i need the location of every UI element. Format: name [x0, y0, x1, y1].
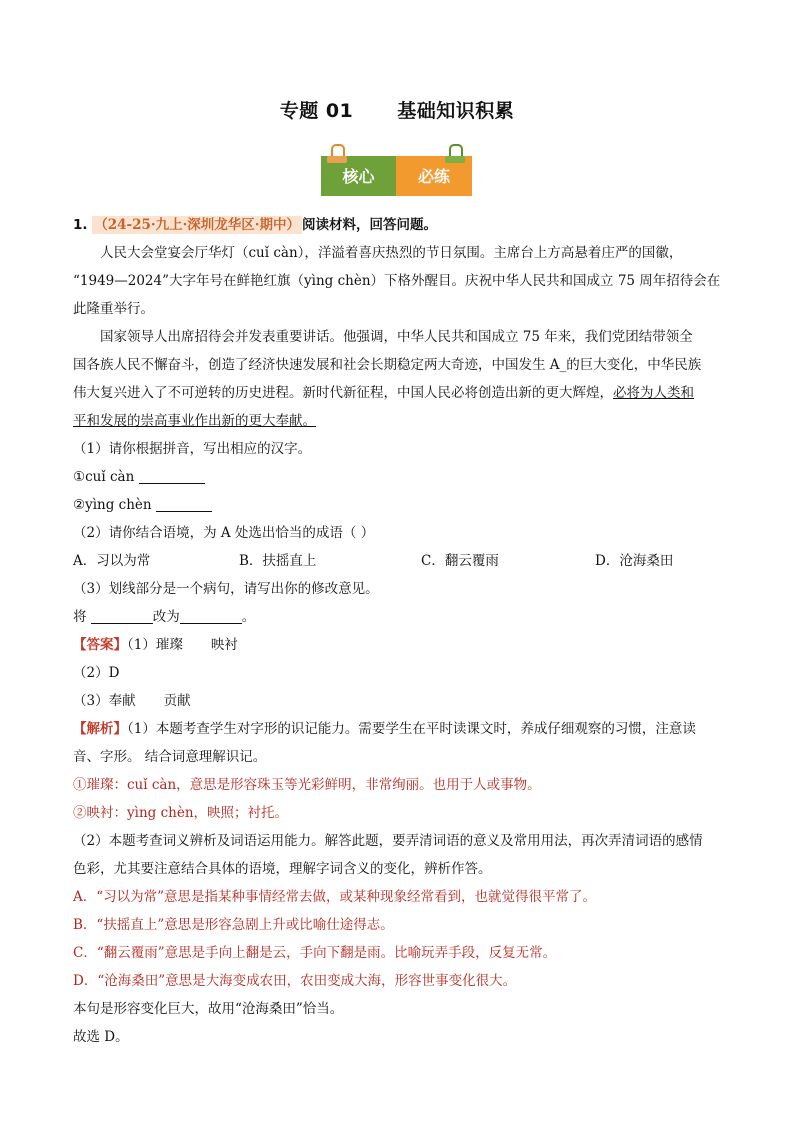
underlined-sentence: 平和发展的崇高事业作出新的更大奉献。 [73, 413, 316, 429]
analysis-line: ②映衬：yìng chèn，映照；衬托。 [73, 805, 289, 821]
badge-practice-label: 必练 [396, 156, 472, 196]
analysis-line: （2）本题考查词义辨析及词语运用能力。解答此题，要弄清词语的意义及常用用法，再次弄清词语的感情 [73, 833, 703, 849]
answer-text: 贡献 [163, 693, 191, 709]
analysis-line: 色彩，尤其要注意结合具体的语境，理解字词含义的变化，辨析作答。 [73, 861, 492, 877]
answer-line-1 [73, 631, 723, 659]
fill-prefix: 将 [73, 609, 87, 625]
pinyin-prompt: ①cuǐ càn [73, 469, 135, 485]
analysis-line: 音、字形。 结合词意理解识记。 [73, 749, 267, 765]
analysis-line: 故选 D。 [73, 1029, 129, 1045]
analysis-text: （1）本题考查学生对字形的识记能力。需要学生在平时读课文时，养成仔细观察的习惯，注意读 [127, 721, 696, 737]
sub-question-3-fill [73, 603, 723, 631]
pinyin-prompt: ②yìng chèn [73, 497, 152, 513]
passage-line: 此隆重举行。 [73, 301, 154, 317]
source-tag: （24-25·九上·深圳龙华区·期中） [94, 217, 301, 233]
fill-suffix: 。 [241, 609, 256, 625]
passage-line [73, 407, 723, 435]
option-b: B．扶摇直上 [239, 553, 317, 569]
passage-text: 伟大复兴进入了不可逆转的历史进程。新时代新征程，中国人民必将创造出新的更大辉煌， [73, 385, 613, 401]
answer-blank [180, 607, 242, 624]
title-topic-number: 专题 01 [279, 100, 354, 122]
option-a: A．习以为常 [73, 553, 151, 569]
answer-blank [156, 495, 212, 512]
option-d: D．沧海桑田 [595, 553, 674, 569]
sub-question-1: （1）请你根据拼音，写出相应的汉字。 [73, 441, 312, 457]
answer-text: 映衬 [210, 637, 238, 653]
passage-line: 人民大会堂宴会厅华灯（cuǐ càn），洋溢着喜庆热烈的节日氛围。主席台上方高悬着庄严的国徽， [100, 245, 683, 261]
answer-label: 【答案】 [73, 637, 127, 653]
analysis-line: A．“习以为常”意思是指某种事情经常去做，或某种现象经常看到，也就觉得很平常了。 [73, 889, 597, 905]
binder-clip-icon [449, 144, 463, 162]
page-title [0, 96, 794, 123]
answer-line-2: （2）D [73, 665, 120, 681]
answer-text: （1）璀璨 [127, 637, 183, 653]
analysis-line: ①璀璨：cuǐ càn，意思是形容珠玉等光彩鲜明，非常绚丽。也用于人或事物。 [73, 777, 541, 793]
analysis-line: C．“翻云覆雨”意思是手向上翻是云，手向下翻是雨。比喻玩弄手段，反复无常。 [73, 945, 557, 961]
core-practice-badge [321, 156, 472, 196]
answer-line-3 [73, 687, 723, 715]
analysis-line: D．“沧海桑田”意思是大海变成农田，农田变成大海，形容世事变化很大。 [73, 973, 517, 989]
underlined-sentence: 必将为人类和 [613, 385, 694, 401]
passage-line: 国各族人民不懈奋斗，创造了经济快速发展和社会长期稳定两大奇迹，中国发生 A_的巨大变化，中华民族 [73, 357, 702, 373]
answer-text: （3）奉献 [73, 693, 136, 709]
question-content [73, 211, 723, 1051]
title-topic-name: 基础知识积累 [397, 100, 515, 122]
analysis-label: 【解析】 [73, 721, 127, 737]
question-header [73, 211, 723, 239]
options-row [73, 547, 723, 575]
analysis-line: 本句是形容变化巨大，故用“沧海桑田”恰当。 [73, 1001, 344, 1017]
binder-clip-icon [331, 144, 345, 162]
answer-blank [91, 607, 153, 624]
passage-line: “1949—2024”大字年号在鲜艳红旗（yìng chèn）下格外醒目。庆祝中华人民共和国成立 75 周年招待会在 [73, 273, 721, 289]
analysis-line [73, 715, 723, 743]
passage-line: 国家领导人出席招待会并发表重要讲话。他强调，中华人民共和国成立 75 年来，我们党团结带领全 [100, 329, 693, 345]
answer-blank [139, 467, 205, 484]
badge-core-label: 核心 [321, 156, 396, 196]
fill-middle: 改为 [152, 609, 180, 625]
question-number: 1. [73, 217, 88, 233]
sub-question-2: （2）请你结合语境，为 A 处选出恰当的成语（ ） [73, 525, 375, 541]
sub-question-1b [73, 491, 723, 519]
analysis-line: B．“扶摇直上”意思是形容急剧上升或比喻仕途得志。 [73, 917, 394, 933]
option-c: C．翻云覆雨 [421, 553, 499, 569]
sub-question-1a [73, 463, 723, 491]
passage-line [73, 379, 723, 407]
sub-question-3: （3）划线部分是一个病句，请写出你的修改意见。 [73, 581, 379, 597]
question-instruction: 阅读材料，回答问题。 [302, 217, 438, 233]
